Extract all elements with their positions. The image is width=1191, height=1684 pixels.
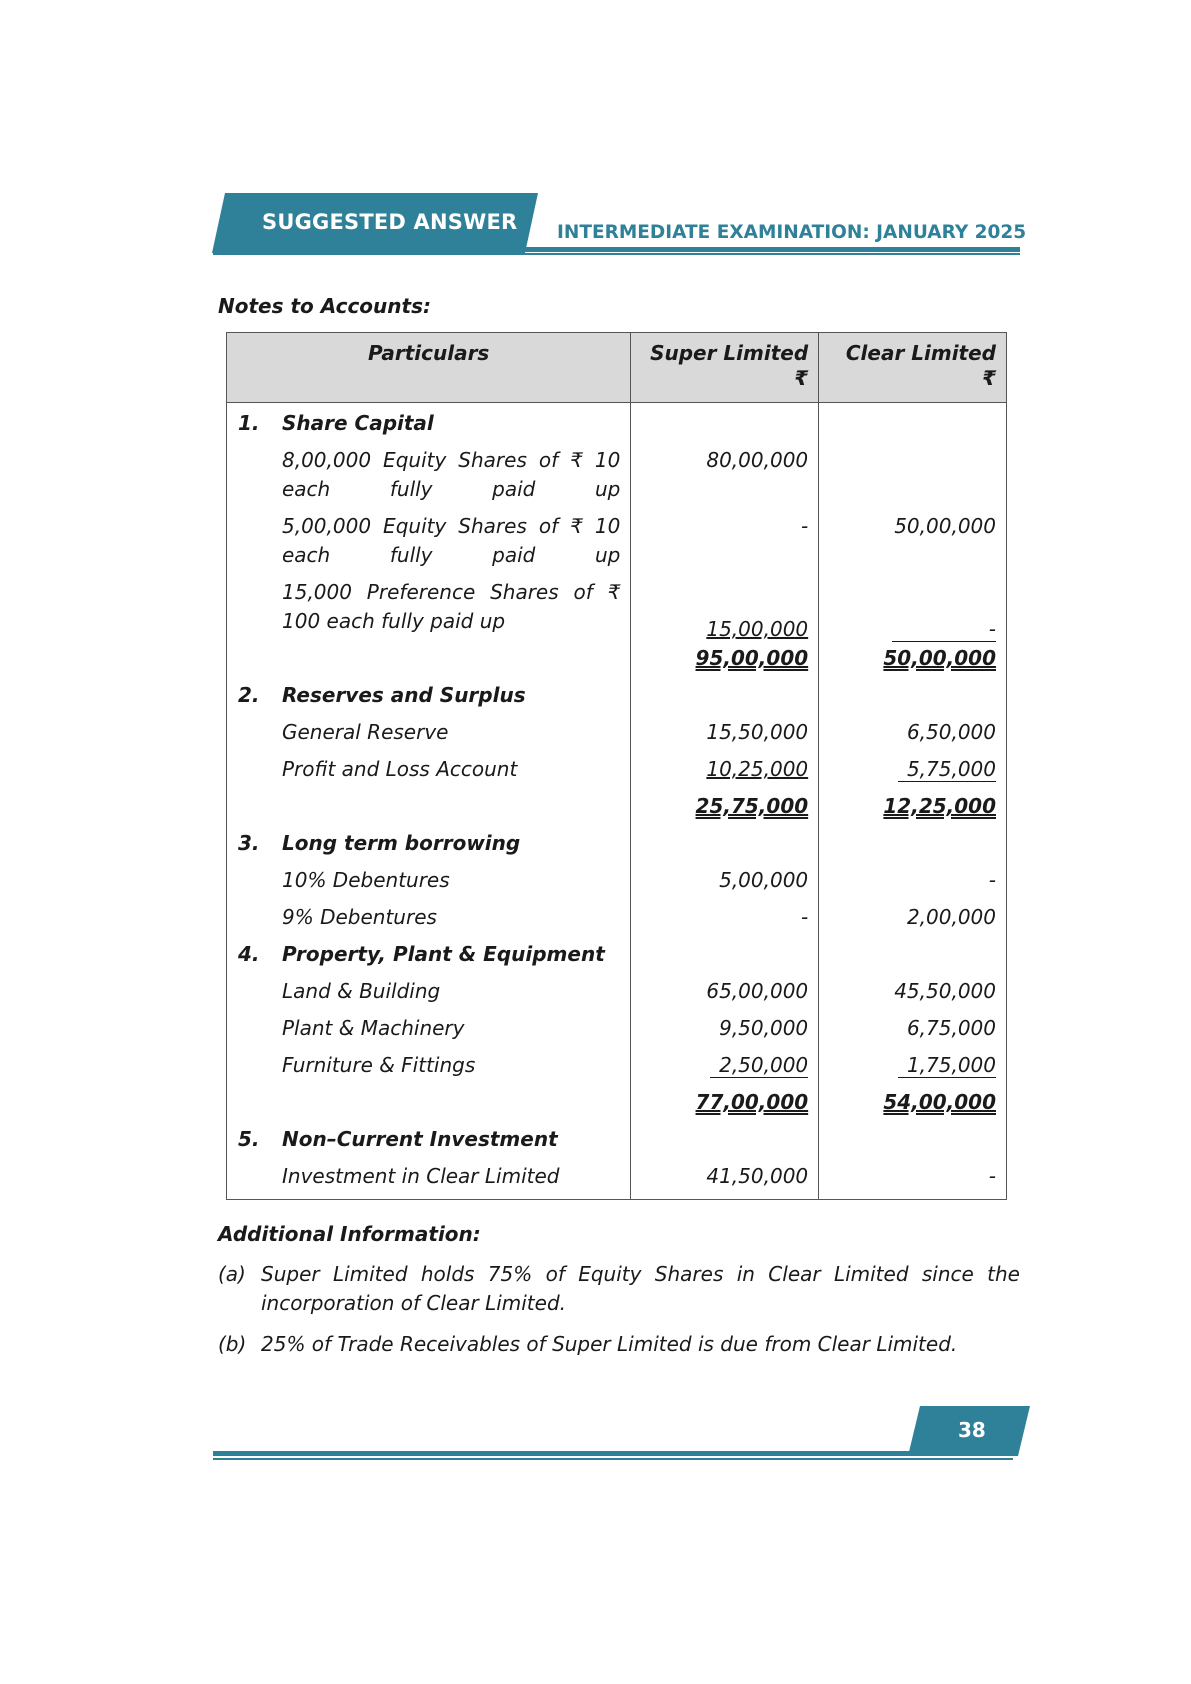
table-row xyxy=(227,1162,1007,1200)
section-row-reserves xyxy=(227,681,1007,718)
total-super-value: 25,75,000 xyxy=(695,794,809,818)
total-row xyxy=(227,1088,1007,1125)
row-super-value: 2,50,000 xyxy=(710,1053,808,1078)
row-super-value: 5,00,000 xyxy=(631,866,819,903)
row-particulars: Investment in Clear Limited xyxy=(282,1164,560,1188)
row-super-value: 10,25,000 xyxy=(706,757,809,781)
row-particulars: Land & Building xyxy=(282,979,441,1003)
footer-rule xyxy=(213,1451,1013,1456)
table-row xyxy=(227,866,1007,903)
row-clear-value: - xyxy=(819,1162,1007,1200)
table-row xyxy=(227,1014,1007,1051)
rupee-symbol-clear: ₹ xyxy=(982,366,996,390)
row-clear-value xyxy=(819,446,1007,512)
section-row-investment xyxy=(227,1125,1007,1162)
header-exam-title: INTERMEDIATE EXAMINATION: JANUARY 2025 xyxy=(557,222,1027,243)
row-particulars: Profit and Loss Account xyxy=(282,757,518,781)
row-super-value: 65,00,000 xyxy=(631,977,819,1014)
table-row xyxy=(227,512,1007,578)
section-title: Share Capital xyxy=(282,411,434,435)
row-clear-value: 6,75,000 xyxy=(819,1014,1007,1051)
row-super-value: - xyxy=(631,512,819,578)
row-clear-value: - xyxy=(819,866,1007,903)
section-number: 5. xyxy=(238,1127,260,1151)
header-left-label: SUGGESTED ANSWER xyxy=(262,210,518,234)
row-clear-value: 1,75,000 xyxy=(898,1053,996,1078)
row-particulars: 15,000 Preference Shares of ₹ 100 each fully paid up xyxy=(282,580,621,633)
section-row-ppe xyxy=(227,940,1007,977)
header-rule xyxy=(524,247,1020,252)
total-clear-value: 50,00,000 xyxy=(883,646,996,670)
total-row xyxy=(227,644,1007,681)
total-clear-value: 54,00,000 xyxy=(883,1090,996,1114)
row-particulars: 8,00,000 Equity Shares of ₹ 10 each fully paid up xyxy=(282,448,621,501)
row-particulars: General Reserve xyxy=(282,720,449,744)
row-clear-value: 2,00,000 xyxy=(819,903,1007,940)
header-particulars: Particulars xyxy=(227,333,631,403)
additional-item-text: 25% of Trade Receivables of Super Limited is due from Clear Limited. xyxy=(261,1332,958,1356)
header-clear-limited xyxy=(819,333,1007,403)
header-clear-label: Clear Limited xyxy=(845,341,996,365)
row-super-value: 15,50,000 xyxy=(631,718,819,755)
row-particulars: Plant & Machinery xyxy=(282,1016,465,1040)
row-super-value: 41,50,000 xyxy=(631,1162,819,1200)
additional-item-label: (b) xyxy=(218,1332,247,1356)
additional-item-label: (a) xyxy=(218,1262,246,1286)
section-number: 3. xyxy=(238,831,260,855)
row-particulars: 10% Debentures xyxy=(282,868,450,892)
notes-table xyxy=(226,332,1007,1200)
page-number: 38 xyxy=(958,1418,986,1442)
total-super-value: 95,00,000 xyxy=(695,646,809,670)
row-clear-value: 45,50,000 xyxy=(819,977,1007,1014)
additional-item xyxy=(218,1330,1020,1359)
section-title: Property, Plant & Equipment xyxy=(282,942,605,966)
row-clear-value: 5,75,000 xyxy=(898,757,996,782)
section-title: Non–Current Investment xyxy=(282,1127,558,1151)
header-rule-thin xyxy=(213,253,1020,255)
footer-rule-thin xyxy=(213,1458,1013,1460)
additional-item xyxy=(218,1260,1020,1318)
table-row xyxy=(227,578,1007,644)
table-row xyxy=(227,977,1007,1014)
section-row-share-capital xyxy=(227,403,1007,447)
table-row xyxy=(227,446,1007,512)
header-super-label: Super Limited xyxy=(650,341,809,365)
row-super-value: 15,00,000 xyxy=(706,617,809,641)
rupee-symbol-super: ₹ xyxy=(794,366,809,390)
additional-item-text: Super Limited holds 75% of Equity Shares in Clear Limited since the incorporation of Clear Limited. xyxy=(261,1262,1020,1315)
total-clear-value: 12,25,000 xyxy=(883,794,996,818)
row-super-value: - xyxy=(631,903,819,940)
table-row xyxy=(227,903,1007,940)
table-header-row xyxy=(227,333,1007,403)
total-row xyxy=(227,792,1007,829)
row-particulars: 9% Debentures xyxy=(282,905,437,929)
notes-title: Notes to Accounts: xyxy=(218,294,431,318)
row-particulars: Furniture & Fittings xyxy=(282,1053,476,1077)
section-number: 2. xyxy=(238,683,260,707)
row-super-value: 80,00,000 xyxy=(631,446,819,512)
row-clear-value: 6,50,000 xyxy=(819,718,1007,755)
table-row xyxy=(227,718,1007,755)
row-super-value: 9,50,000 xyxy=(631,1014,819,1051)
table-row xyxy=(227,755,1007,792)
row-particulars: 5,00,000 Equity Shares of ₹ 10 each fully paid up xyxy=(282,514,621,567)
row-clear-value: - xyxy=(892,617,996,642)
section-number: 4. xyxy=(238,942,260,966)
section-row-borrowing xyxy=(227,829,1007,866)
section-title: Reserves and Surplus xyxy=(282,683,526,707)
row-clear-value: 50,00,000 xyxy=(819,512,1007,578)
section-title: Long term borrowing xyxy=(282,831,521,855)
section-number: 1. xyxy=(238,411,260,435)
header-super-limited xyxy=(631,333,819,403)
additional-info-title: Additional Information: xyxy=(218,1222,481,1246)
total-super-value: 77,00,000 xyxy=(695,1090,809,1114)
table-row xyxy=(227,1051,1007,1088)
